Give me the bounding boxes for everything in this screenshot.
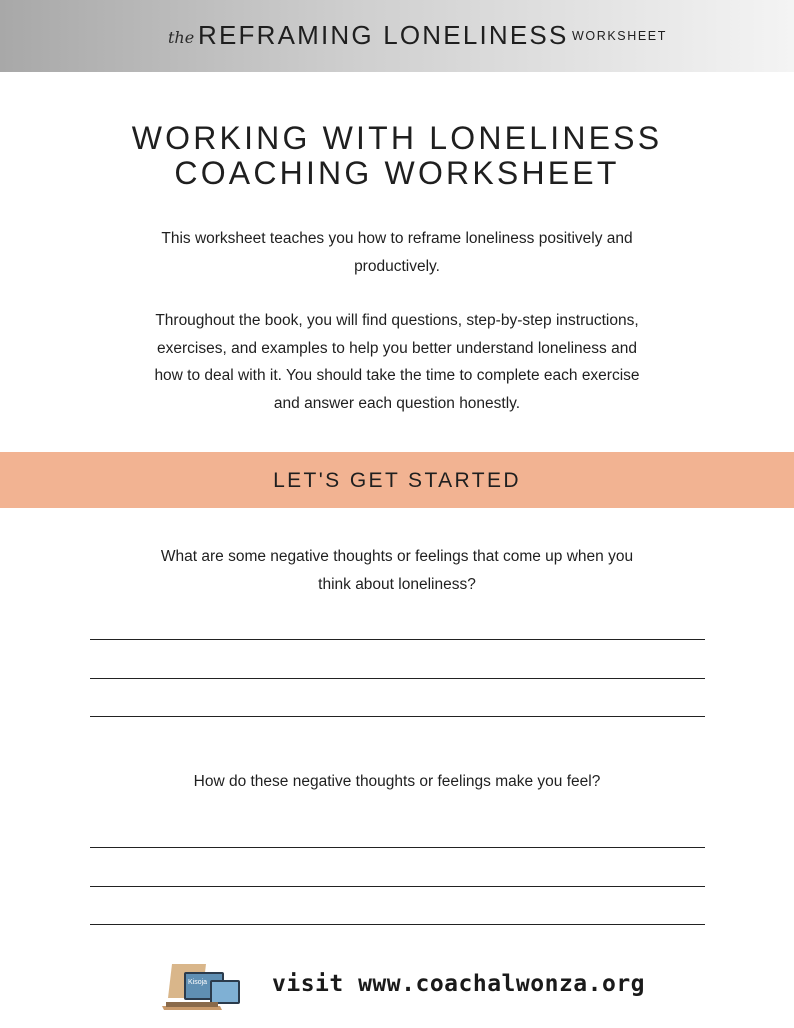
intro-p1-line: productively. <box>354 257 440 275</box>
answer-line-2[interactable] <box>90 678 705 679</box>
question-2 <box>0 768 794 796</box>
header-subtitle: WORKSHEET <box>572 29 667 43</box>
intro-paragraph-1 <box>0 225 794 280</box>
answer-line-3[interactable] <box>90 716 705 717</box>
question-1-line: What are some negative thoughts or feelings that come up when you <box>160 548 634 565</box>
intro-p1-line: This worksheet teaches you how to reframe loneliness positively and <box>161 230 633 247</box>
website-link[interactable]: visit www.coachalwonza.org <box>272 971 646 997</box>
intro-paragraph-2 <box>0 307 794 417</box>
logo-text: Kisoja <box>188 979 208 986</box>
intro-p2-line: exercises, and examples to help you better understand loneliness and <box>157 339 637 357</box>
answer-line-4[interactable] <box>90 847 705 848</box>
section-banner-label: LET'S GET STARTED <box>273 469 521 492</box>
question-2-line: How do these negative thoughts or feelings make you feel? <box>193 773 601 790</box>
header-title: REFRAMING LONELINESS <box>198 20 569 50</box>
intro-p2-line: how to deal with it. You should take the time to complete each exercise <box>154 367 640 384</box>
header-banner <box>0 0 794 72</box>
answer-line-6[interactable] <box>90 924 705 925</box>
devices-logo <box>162 962 252 1014</box>
answer-line-1[interactable] <box>90 639 705 640</box>
question-1 <box>0 543 794 599</box>
header-the: the <box>168 28 195 47</box>
page-title-line1: WORKING WITH LONELINESS <box>131 120 663 156</box>
intro-p2-line: and answer each question honestly. <box>273 394 521 412</box>
section-banner <box>0 452 794 508</box>
question-1-line: think about loneliness? <box>318 576 476 593</box>
page-title <box>0 121 794 191</box>
answer-line-5[interactable] <box>90 886 705 887</box>
intro-p2-line: Throughout the book, you will find questions, step-by-step instructions, <box>155 312 639 329</box>
page-title-line2: COACHING WORKSHEET <box>174 155 620 191</box>
